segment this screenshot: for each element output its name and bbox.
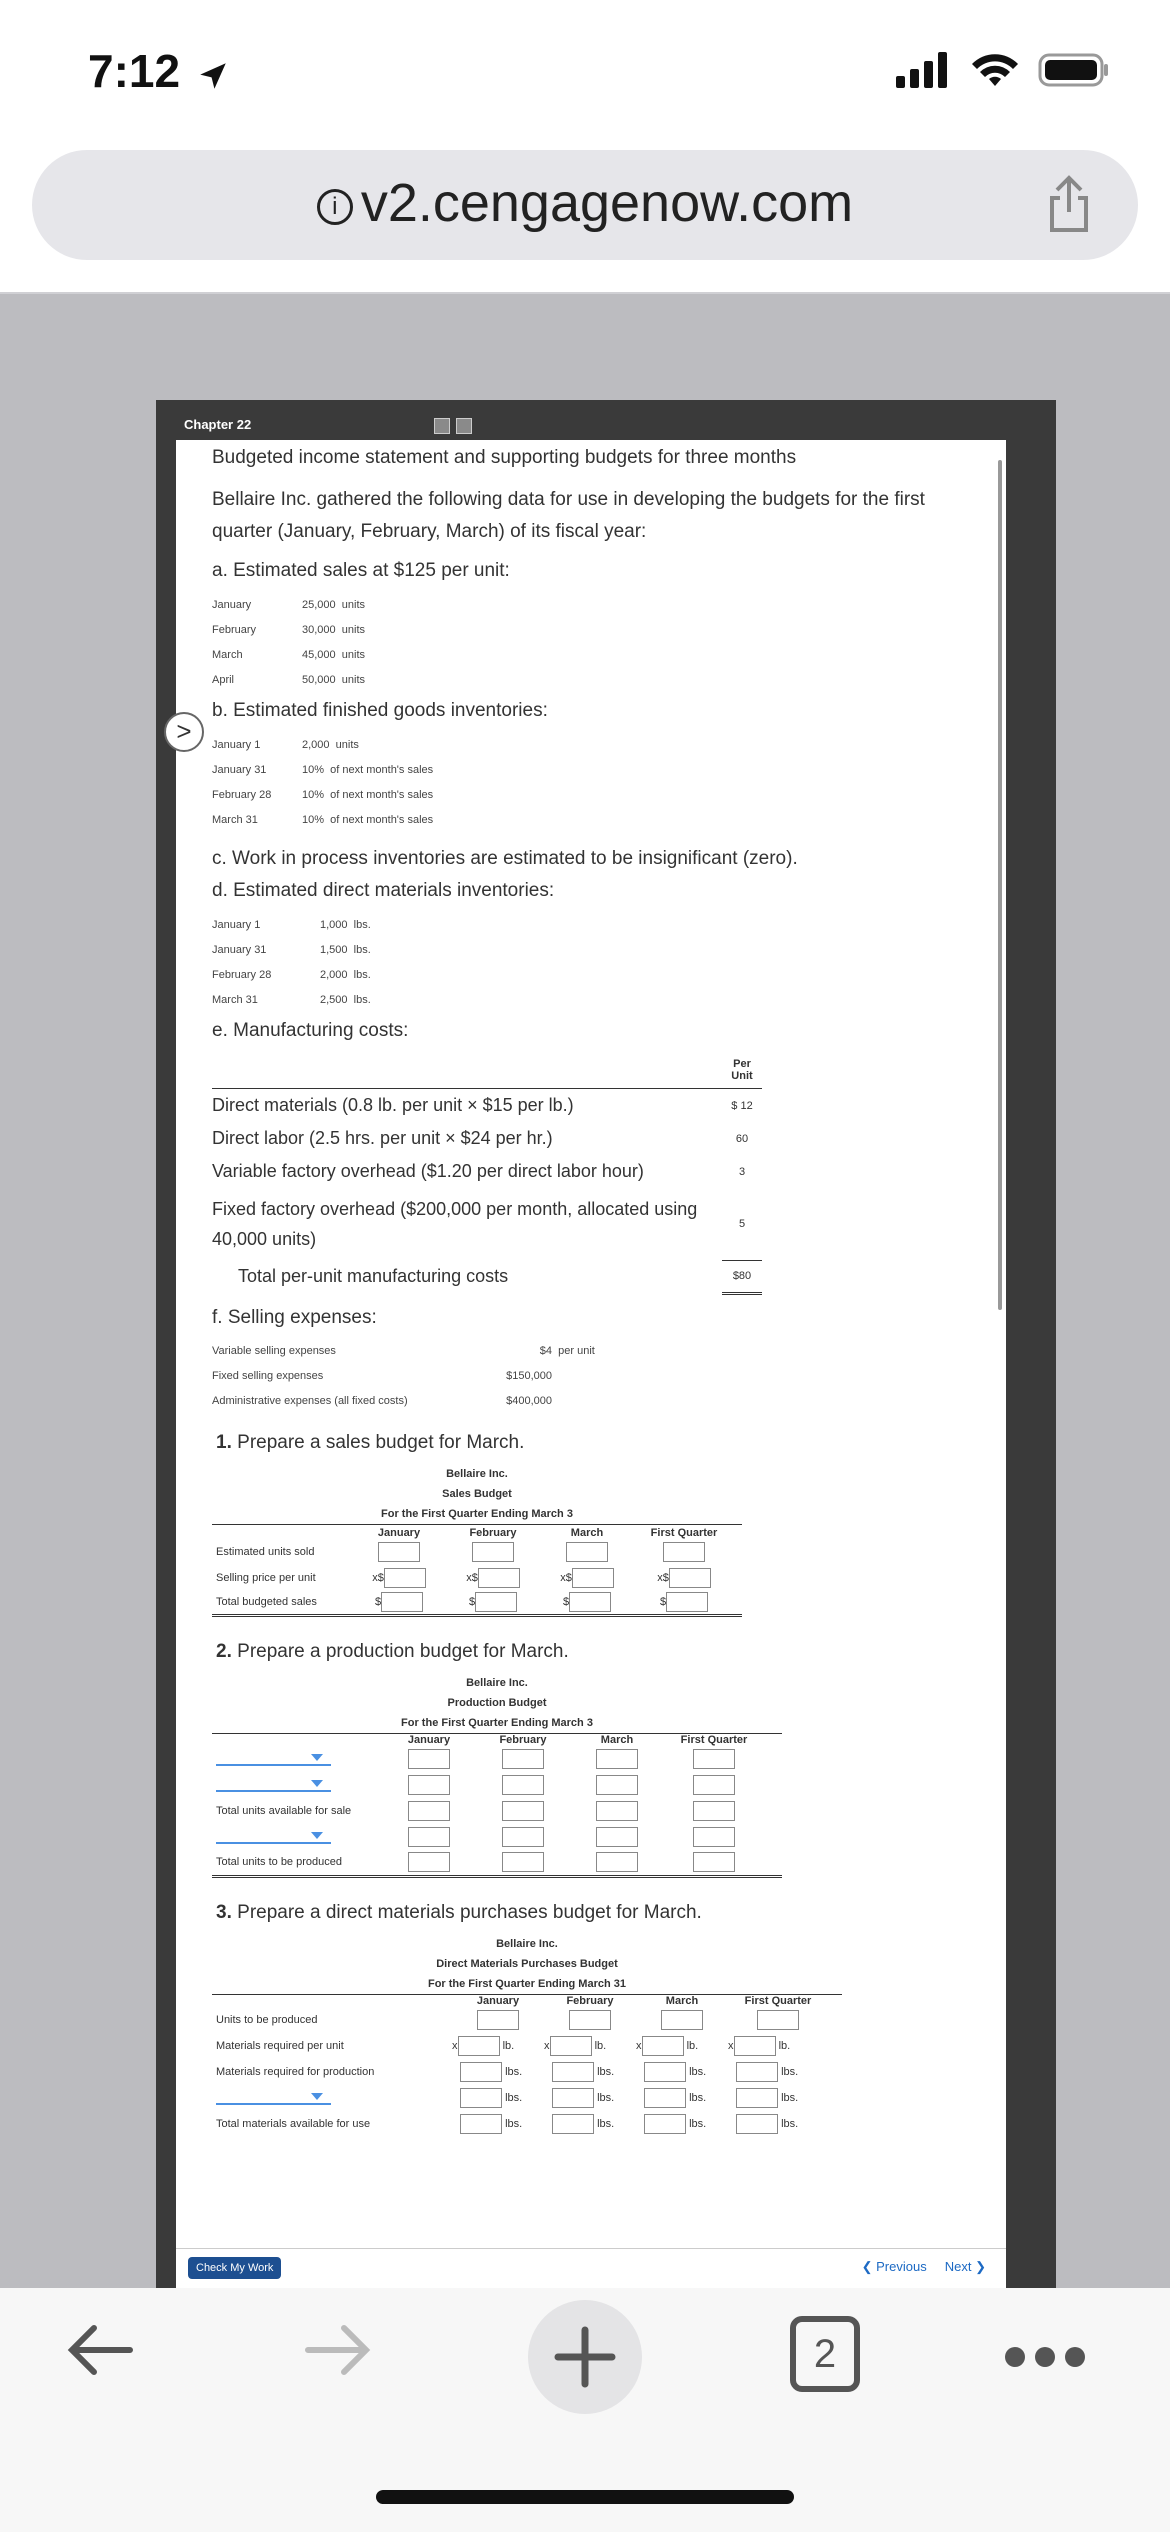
url-display[interactable] xyxy=(32,172,1138,234)
total-sales-jan-input[interactable] xyxy=(381,1592,423,1612)
expand-panel-button[interactable]: > xyxy=(164,712,204,752)
budget-company: Bellaire Inc. xyxy=(466,1676,528,1689)
input-cell[interactable] xyxy=(502,1775,544,1795)
sales-estimates xyxy=(212,592,972,692)
data-row: February 28 10% of next month's sales xyxy=(212,788,434,801)
input-cell[interactable] xyxy=(642,2036,684,2056)
data-row: March 45,000 units xyxy=(212,648,366,661)
assignment-frame xyxy=(156,400,1056,2288)
url-text: v2.cengagenow.com xyxy=(360,173,854,233)
price-feb-input[interactable] xyxy=(478,1568,520,1588)
production-row-1-dropdown[interactable] xyxy=(216,1748,331,1766)
next-button[interactable]: Next ❯ xyxy=(944,2259,986,2274)
more-options-icon[interactable] xyxy=(1000,2342,1090,2377)
table-row: Direct labor (2.5 hrs. per unit × $24 per hr.) 60 xyxy=(212,1128,749,1148)
selling-expenses xyxy=(212,1339,972,1414)
budget-period: For the First Quarter Ending March 3 xyxy=(212,1713,782,1734)
plus-icon xyxy=(528,2300,642,2414)
input-cell[interactable] xyxy=(408,1852,450,1872)
data-row: February 28 2,000 lbs. xyxy=(212,968,371,981)
input-cell[interactable] xyxy=(661,2010,703,2030)
production-row-4-dropdown[interactable] xyxy=(216,1826,331,1844)
data-row: January 31 10% of next month's sales xyxy=(212,763,434,776)
sales-budget: Bellaire Inc. Sales Budget For the First Quarter Ending March 3 January February March First Quarter Estimated units sold Selling price per unit x$ x$ x$ x$ Total budgeted sales $ $ $ $ xyxy=(212,1464,742,1617)
question-2: 2. Prepare a production budget for March. xyxy=(216,1640,569,1662)
input-cell[interactable] xyxy=(693,1801,735,1821)
input-cell[interactable] xyxy=(550,2036,592,2056)
input-cell[interactable] xyxy=(736,2062,778,2082)
total-sales-feb-input[interactable] xyxy=(475,1592,517,1612)
data-row: March 31 10% of next month's sales xyxy=(212,813,434,826)
input-cell[interactable] xyxy=(408,1749,450,1769)
production-row-2-dropdown[interactable] xyxy=(216,1774,331,1792)
question-1: 1. Prepare a sales budget for March. xyxy=(216,1431,525,1453)
input-cell[interactable] xyxy=(552,2114,594,2134)
input-cell[interactable] xyxy=(408,1801,450,1821)
input-cell[interactable] xyxy=(596,1801,638,1821)
total-sales-mar-input[interactable] xyxy=(569,1592,611,1612)
data-row: February 30,000 units xyxy=(212,623,366,636)
input-cell[interactable] xyxy=(693,1827,735,1847)
table-row: Variable factory overhead ($1.20 per direct labor hour) 3 xyxy=(212,1161,746,1181)
total-sales-q-input[interactable] xyxy=(666,1592,708,1612)
tabs-count-button[interactable]: 2 xyxy=(790,2316,860,2392)
share-icon[interactable] xyxy=(1044,174,1094,239)
sales-units-feb-input[interactable] xyxy=(472,1542,514,1562)
input-cell[interactable] xyxy=(569,2010,611,2030)
problem-content xyxy=(212,440,972,2137)
input-cell[interactable] xyxy=(502,1749,544,1769)
input-cell[interactable] xyxy=(644,2062,686,2082)
input-cell[interactable] xyxy=(644,2114,686,2134)
input-cell[interactable] xyxy=(693,1749,735,1769)
input-cell[interactable] xyxy=(502,1827,544,1847)
data-row: March 31 2,500 lbs. xyxy=(212,993,371,1006)
input-cell[interactable] xyxy=(477,2010,519,2030)
cellular-signal-icon xyxy=(896,52,952,88)
budget-period: For the First Quarter Ending March 31 xyxy=(212,1974,842,1995)
input-cell[interactable] xyxy=(596,1775,638,1795)
input-cell[interactable] xyxy=(408,1827,450,1847)
section-f-label: f. Selling expenses: xyxy=(212,1306,377,1328)
input-cell[interactable] xyxy=(460,2088,502,2108)
section-b-label: b. Estimated finished goods inventories: xyxy=(212,700,548,721)
assignment-panel xyxy=(176,410,1006,2288)
chapter-bar xyxy=(176,410,1006,440)
price-q-input[interactable] xyxy=(669,1568,711,1588)
document-icon[interactable] xyxy=(456,418,472,434)
data-row: Fixed selling expenses $150,000 xyxy=(212,1370,552,1382)
scrollbar[interactable] xyxy=(998,460,1002,1310)
section-c-label: c. Work in process inventories are estimated to be insignificant (zero). xyxy=(212,848,798,869)
materials-estimates xyxy=(212,912,972,1012)
input-cell[interactable] xyxy=(693,1852,735,1872)
data-row: Variable selling expenses $4 per unit xyxy=(212,1345,595,1357)
new-tab-button[interactable] xyxy=(528,2300,642,2414)
input-cell[interactable] xyxy=(502,1801,544,1821)
input-cell[interactable] xyxy=(693,1775,735,1795)
bottom-bar xyxy=(176,2248,1006,2288)
budget-name: Direct Materials Purchases Budget xyxy=(436,1957,618,1970)
budget-name: Sales Budget xyxy=(442,1487,512,1500)
finished-goods-estimates xyxy=(212,732,972,832)
price-mar-input[interactable] xyxy=(572,1568,614,1588)
budget-company: Bellaire Inc. xyxy=(496,1937,558,1950)
data-row: January 1 2,000 units xyxy=(212,738,359,751)
home-indicator xyxy=(376,2490,794,2504)
input-cell[interactable] xyxy=(460,2114,502,2134)
wifi-icon xyxy=(970,52,1020,88)
input-cell[interactable] xyxy=(458,2036,500,2056)
materials-purchases-budget: Bellaire Inc. Direct Materials Purchases Budget For the First Quarter Ending March 31 January February March First Quarter Units to be produced Materials required per unit x lb. x lb. x lb. x lb. Materials required for production lbs. lbs. lbs. lbs. lbs. lbs. lbs. lbs. Total materials available for use lbs. lbs. lbs. lbs. xyxy=(212,1934,842,2137)
problem-title: Budgeted income statement and supporting budgets for three months xyxy=(212,447,797,468)
input-cell[interactable] xyxy=(460,2062,502,2082)
input-cell[interactable] xyxy=(644,2088,686,2108)
battery-icon xyxy=(1038,52,1110,88)
data-row: January 31 1,500 lbs. xyxy=(212,943,371,956)
sales-units-jan-input[interactable] xyxy=(378,1542,420,1562)
sales-units-mar-input[interactable] xyxy=(566,1542,608,1562)
data-row: April 50,000 units xyxy=(212,673,366,686)
manufacturing-costs-table xyxy=(212,1052,762,1295)
input-cell[interactable] xyxy=(596,1827,638,1847)
forward-arrow-icon[interactable] xyxy=(298,2310,378,2395)
section-d-label: d. Estimated direct materials inventories: xyxy=(212,880,555,901)
section-a-label: a. Estimated sales at $125 per unit: xyxy=(212,560,510,581)
chapter-title: Chapter 22 xyxy=(184,417,252,432)
budget-name: Production Budget xyxy=(447,1696,547,1709)
per-unit-header: Per Unit xyxy=(731,1058,753,1082)
section-e-label: e. Manufacturing costs: xyxy=(212,1020,409,1041)
input-cell[interactable] xyxy=(596,1749,638,1769)
address-bar[interactable] xyxy=(32,150,1138,260)
previous-button[interactable]: ❮ Previous xyxy=(861,2259,927,2274)
clock: 7:12 xyxy=(88,45,181,97)
input-cell[interactable] xyxy=(552,2088,594,2108)
input-cell[interactable] xyxy=(757,2010,799,2030)
question-3: 3. Prepare a direct materials purchases budget for March. xyxy=(216,1901,702,1923)
price-jan-input[interactable] xyxy=(384,1568,426,1588)
input-cell[interactable] xyxy=(736,2088,778,2108)
print-icon[interactable] xyxy=(434,418,450,434)
sales-units-q-input[interactable] xyxy=(663,1542,705,1562)
materials-row-dropdown[interactable] xyxy=(216,2087,331,2105)
status-bar xyxy=(0,0,1170,140)
input-cell[interactable] xyxy=(734,2036,776,2056)
check-my-work-button[interactable]: Check My Work xyxy=(188,2257,281,2279)
data-row: January 1 1,000 lbs. xyxy=(212,918,371,931)
input-cell[interactable] xyxy=(736,2114,778,2134)
input-cell[interactable] xyxy=(408,1775,450,1795)
problem-intro: Bellaire Inc. gathered the following data for use in developing the budgets for the first quarter (January, February, March) of its fiscal year: xyxy=(212,489,925,542)
location-arrow-icon xyxy=(196,50,230,104)
info-icon[interactable]: i xyxy=(317,189,353,225)
input-cell[interactable] xyxy=(596,1852,638,1872)
input-cell[interactable] xyxy=(502,1852,544,1872)
table-row: Direct materials (0.8 lb. per unit × $15 per lb.) $ 12 xyxy=(212,1095,753,1115)
data-row: Administrative expenses (all fixed costs) $400,000 xyxy=(212,1395,552,1407)
table-row: Fixed factory overhead ($200,000 per month, allocated using 40,000 units) 5 xyxy=(212,1199,746,1249)
input-cell[interactable] xyxy=(552,2062,594,2082)
budget-period: For the First Quarter Ending March 3 xyxy=(212,1504,742,1525)
back-arrow-icon[interactable] xyxy=(60,2310,140,2395)
production-budget: Bellaire Inc. Production Budget For the First Quarter Ending March 3 January February March First Quarter Total units available for sale Total units to be produced xyxy=(212,1673,782,1878)
data-row: January 25,000 units xyxy=(212,598,366,611)
table-row: Total per-unit manufacturing costs $80 xyxy=(212,1260,762,1293)
budget-company: Bellaire Inc. xyxy=(446,1467,508,1480)
